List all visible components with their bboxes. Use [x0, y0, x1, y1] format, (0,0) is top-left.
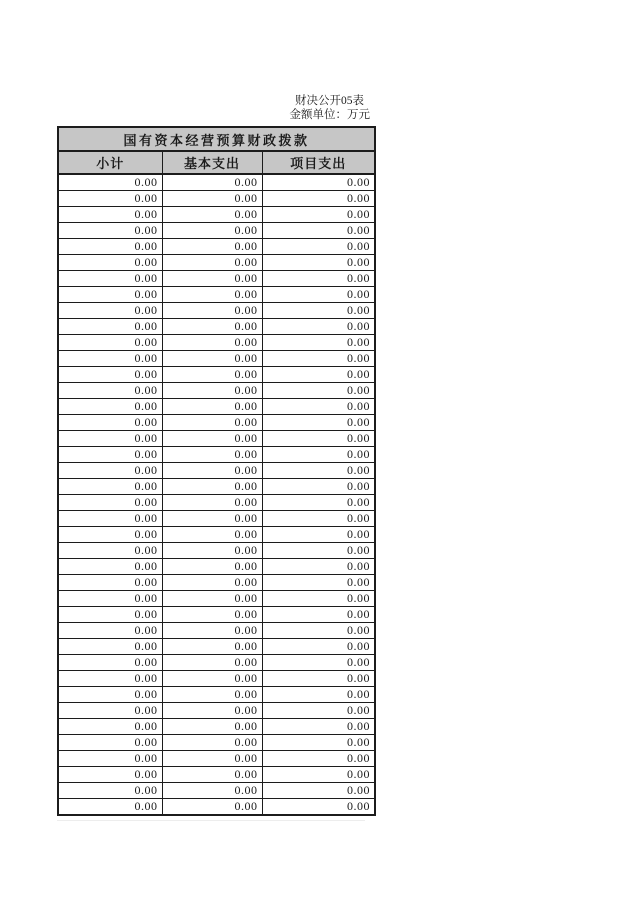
- amount-cell: 0.00: [262, 223, 375, 239]
- amount-cell: 0.00: [162, 799, 262, 816]
- amount-cell: 0.00: [58, 431, 162, 447]
- amount-cell: 0.00: [58, 559, 162, 575]
- amount-cell: 0.00: [58, 655, 162, 671]
- amount-cell: 0.00: [262, 239, 375, 255]
- amount-cell: 0.00: [58, 575, 162, 591]
- amount-cell: 0.00: [162, 575, 262, 591]
- amount-cell: 0.00: [162, 479, 262, 495]
- amount-cell: 0.00: [162, 223, 262, 239]
- amount-cell: 0.00: [58, 543, 162, 559]
- amount-unit-label: 金额单位：万元: [289, 109, 370, 121]
- amount-cell: 0.00: [162, 687, 262, 703]
- amount-cell: 0.00: [262, 431, 375, 447]
- amount-cell: 0.00: [58, 207, 162, 223]
- amount-cell: 0.00: [58, 287, 162, 303]
- amount-cell: 0.00: [162, 174, 262, 191]
- amount-cell: 0.00: [262, 255, 375, 271]
- table-row: [58, 687, 375, 703]
- table-row: [58, 751, 375, 767]
- column-header-row: [58, 151, 375, 174]
- table-row: [58, 607, 375, 623]
- amount-cell: 0.00: [262, 319, 375, 335]
- table-row: [58, 351, 375, 367]
- table-row: [58, 543, 375, 559]
- amount-cell: 0.00: [262, 415, 375, 431]
- table-row: [58, 479, 375, 495]
- amount-cell: 0.00: [262, 207, 375, 223]
- table-row: [58, 671, 375, 687]
- table-row: [58, 174, 375, 191]
- amount-cell: 0.00: [162, 767, 262, 783]
- amount-cell: 0.00: [58, 479, 162, 495]
- amount-cell: 0.00: [262, 303, 375, 319]
- amount-cell: 0.00: [262, 447, 375, 463]
- table-row: [58, 415, 375, 431]
- table-row: [58, 623, 375, 639]
- amount-cell: 0.00: [162, 399, 262, 415]
- amount-cell: 0.00: [262, 479, 375, 495]
- table-row: [58, 575, 375, 591]
- table-row: [58, 383, 375, 399]
- amount-cell: 0.00: [162, 495, 262, 511]
- amount-cell: 0.00: [58, 319, 162, 335]
- table-row: [58, 511, 375, 527]
- amount-cell: 0.00: [262, 719, 375, 735]
- table-row: [58, 207, 375, 223]
- amount-cell: 0.00: [262, 751, 375, 767]
- amount-cell: 0.00: [262, 623, 375, 639]
- amount-cell: 0.00: [262, 367, 375, 383]
- table-number-label: 财决公开05表: [295, 95, 364, 107]
- amount-cell: 0.00: [162, 607, 262, 623]
- amount-cell: 0.00: [162, 511, 262, 527]
- amount-cell: 0.00: [262, 351, 375, 367]
- budget-table-header: [58, 127, 375, 174]
- amount-cell: 0.00: [58, 239, 162, 255]
- table-row: [58, 703, 375, 719]
- amount-cell: 0.00: [58, 463, 162, 479]
- amount-cell: 0.00: [162, 543, 262, 559]
- amount-cell: 0.00: [262, 767, 375, 783]
- amount-cell: 0.00: [162, 431, 262, 447]
- amount-cell: 0.00: [58, 671, 162, 687]
- table-row: [58, 271, 375, 287]
- amount-cell: 0.00: [162, 383, 262, 399]
- amount-cell: 0.00: [162, 447, 262, 463]
- amount-cell: 0.00: [262, 399, 375, 415]
- table-row: [58, 639, 375, 655]
- table-row: [58, 447, 375, 463]
- amount-cell: 0.00: [162, 207, 262, 223]
- table-row: [58, 735, 375, 751]
- budget-table: [57, 126, 376, 816]
- amount-cell: 0.00: [262, 271, 375, 287]
- table-row: [58, 223, 375, 239]
- amount-cell: 0.00: [162, 271, 262, 287]
- amount-cell: 0.00: [162, 735, 262, 751]
- amount-cell: 0.00: [58, 447, 162, 463]
- table-row: [58, 367, 375, 383]
- amount-cell: 0.00: [162, 303, 262, 319]
- table-row: [58, 591, 375, 607]
- amount-cell: 0.00: [58, 591, 162, 607]
- table-row: [58, 767, 375, 783]
- amount-cell: 0.00: [162, 319, 262, 335]
- amount-cell: 0.00: [262, 543, 375, 559]
- amount-cell: 0.00: [162, 591, 262, 607]
- amount-cell: 0.00: [58, 607, 162, 623]
- amount-cell: 0.00: [262, 463, 375, 479]
- amount-cell: 0.00: [262, 495, 375, 511]
- amount-cell: 0.00: [162, 783, 262, 799]
- amount-cell: 0.00: [262, 735, 375, 751]
- amount-cell: 0.00: [162, 255, 262, 271]
- amount-cell: 0.00: [58, 623, 162, 639]
- amount-cell: 0.00: [262, 655, 375, 671]
- amount-cell: 0.00: [262, 287, 375, 303]
- amount-cell: 0.00: [162, 287, 262, 303]
- column-header-3: 项目支出: [262, 151, 375, 174]
- table-row: [58, 335, 375, 351]
- amount-cell: 0.00: [58, 719, 162, 735]
- amount-cell: 0.00: [162, 239, 262, 255]
- amount-cell: 0.00: [58, 335, 162, 351]
- amount-cell: 0.00: [162, 463, 262, 479]
- amount-cell: 0.00: [162, 623, 262, 639]
- amount-cell: 0.00: [162, 639, 262, 655]
- table-bottom-artifact-line: [57, 820, 365, 821]
- document-top-labels: [290, 94, 371, 122]
- amount-cell: 0.00: [162, 559, 262, 575]
- amount-cell: 0.00: [262, 671, 375, 687]
- amount-cell: 0.00: [162, 719, 262, 735]
- amount-cell: 0.00: [262, 511, 375, 527]
- amount-cell: 0.00: [262, 527, 375, 543]
- amount-cell: 0.00: [58, 255, 162, 271]
- table-row: [58, 303, 375, 319]
- amount-cell: 0.00: [58, 527, 162, 543]
- amount-cell: 0.00: [58, 174, 162, 191]
- amount-cell: 0.00: [262, 687, 375, 703]
- amount-cell: 0.00: [162, 191, 262, 207]
- amount-cell: 0.00: [262, 335, 375, 351]
- amount-cell: 0.00: [162, 415, 262, 431]
- amount-cell: 0.00: [262, 191, 375, 207]
- amount-cell: 0.00: [58, 511, 162, 527]
- amount-cell: 0.00: [58, 415, 162, 431]
- amount-cell: 0.00: [262, 591, 375, 607]
- amount-cell: 0.00: [162, 367, 262, 383]
- amount-cell: 0.00: [58, 303, 162, 319]
- amount-cell: 0.00: [58, 383, 162, 399]
- amount-cell: 0.00: [58, 495, 162, 511]
- budget-table-body: [58, 174, 375, 815]
- amount-cell: 0.00: [262, 174, 375, 191]
- column-header-1: 小计: [58, 151, 162, 174]
- amount-cell: 0.00: [58, 399, 162, 415]
- amount-cell: 0.00: [162, 703, 262, 719]
- amount-cell: 0.00: [58, 367, 162, 383]
- table-row: [58, 527, 375, 543]
- table-merged-header: 国有资本经营预算财政拨款: [58, 127, 375, 151]
- amount-cell: 0.00: [58, 351, 162, 367]
- table-row: [58, 719, 375, 735]
- table-row: [58, 783, 375, 799]
- amount-cell: 0.00: [262, 783, 375, 799]
- table-row: [58, 559, 375, 575]
- table-row: [58, 287, 375, 303]
- amount-cell: 0.00: [58, 767, 162, 783]
- table-row: [58, 463, 375, 479]
- amount-cell: 0.00: [262, 559, 375, 575]
- amount-cell: 0.00: [262, 575, 375, 591]
- amount-cell: 0.00: [58, 271, 162, 287]
- amount-cell: 0.00: [58, 191, 162, 207]
- table-row: [58, 655, 375, 671]
- table-row: [58, 495, 375, 511]
- amount-cell: 0.00: [162, 351, 262, 367]
- amount-cell: 0.00: [162, 655, 262, 671]
- amount-cell: 0.00: [58, 751, 162, 767]
- amount-cell: 0.00: [262, 607, 375, 623]
- amount-cell: 0.00: [58, 223, 162, 239]
- merged-header-row: [58, 127, 375, 151]
- table-row: [58, 431, 375, 447]
- table-row: [58, 399, 375, 415]
- table-row: [58, 191, 375, 207]
- amount-cell: 0.00: [58, 703, 162, 719]
- amount-cell: 0.00: [262, 383, 375, 399]
- amount-cell: 0.00: [58, 735, 162, 751]
- amount-cell: 0.00: [58, 799, 162, 816]
- amount-cell: 0.00: [58, 687, 162, 703]
- column-header-2: 基本支出: [162, 151, 262, 174]
- table-row: [58, 239, 375, 255]
- table-row: [58, 255, 375, 271]
- amount-cell: 0.00: [58, 783, 162, 799]
- amount-cell: 0.00: [262, 703, 375, 719]
- amount-cell: 0.00: [262, 799, 375, 816]
- table-row: [58, 319, 375, 335]
- amount-cell: 0.00: [58, 639, 162, 655]
- amount-cell: 0.00: [162, 527, 262, 543]
- amount-cell: 0.00: [162, 335, 262, 351]
- amount-cell: 0.00: [262, 639, 375, 655]
- amount-cell: 0.00: [162, 671, 262, 687]
- amount-cell: 0.00: [162, 751, 262, 767]
- table-row: [58, 799, 375, 816]
